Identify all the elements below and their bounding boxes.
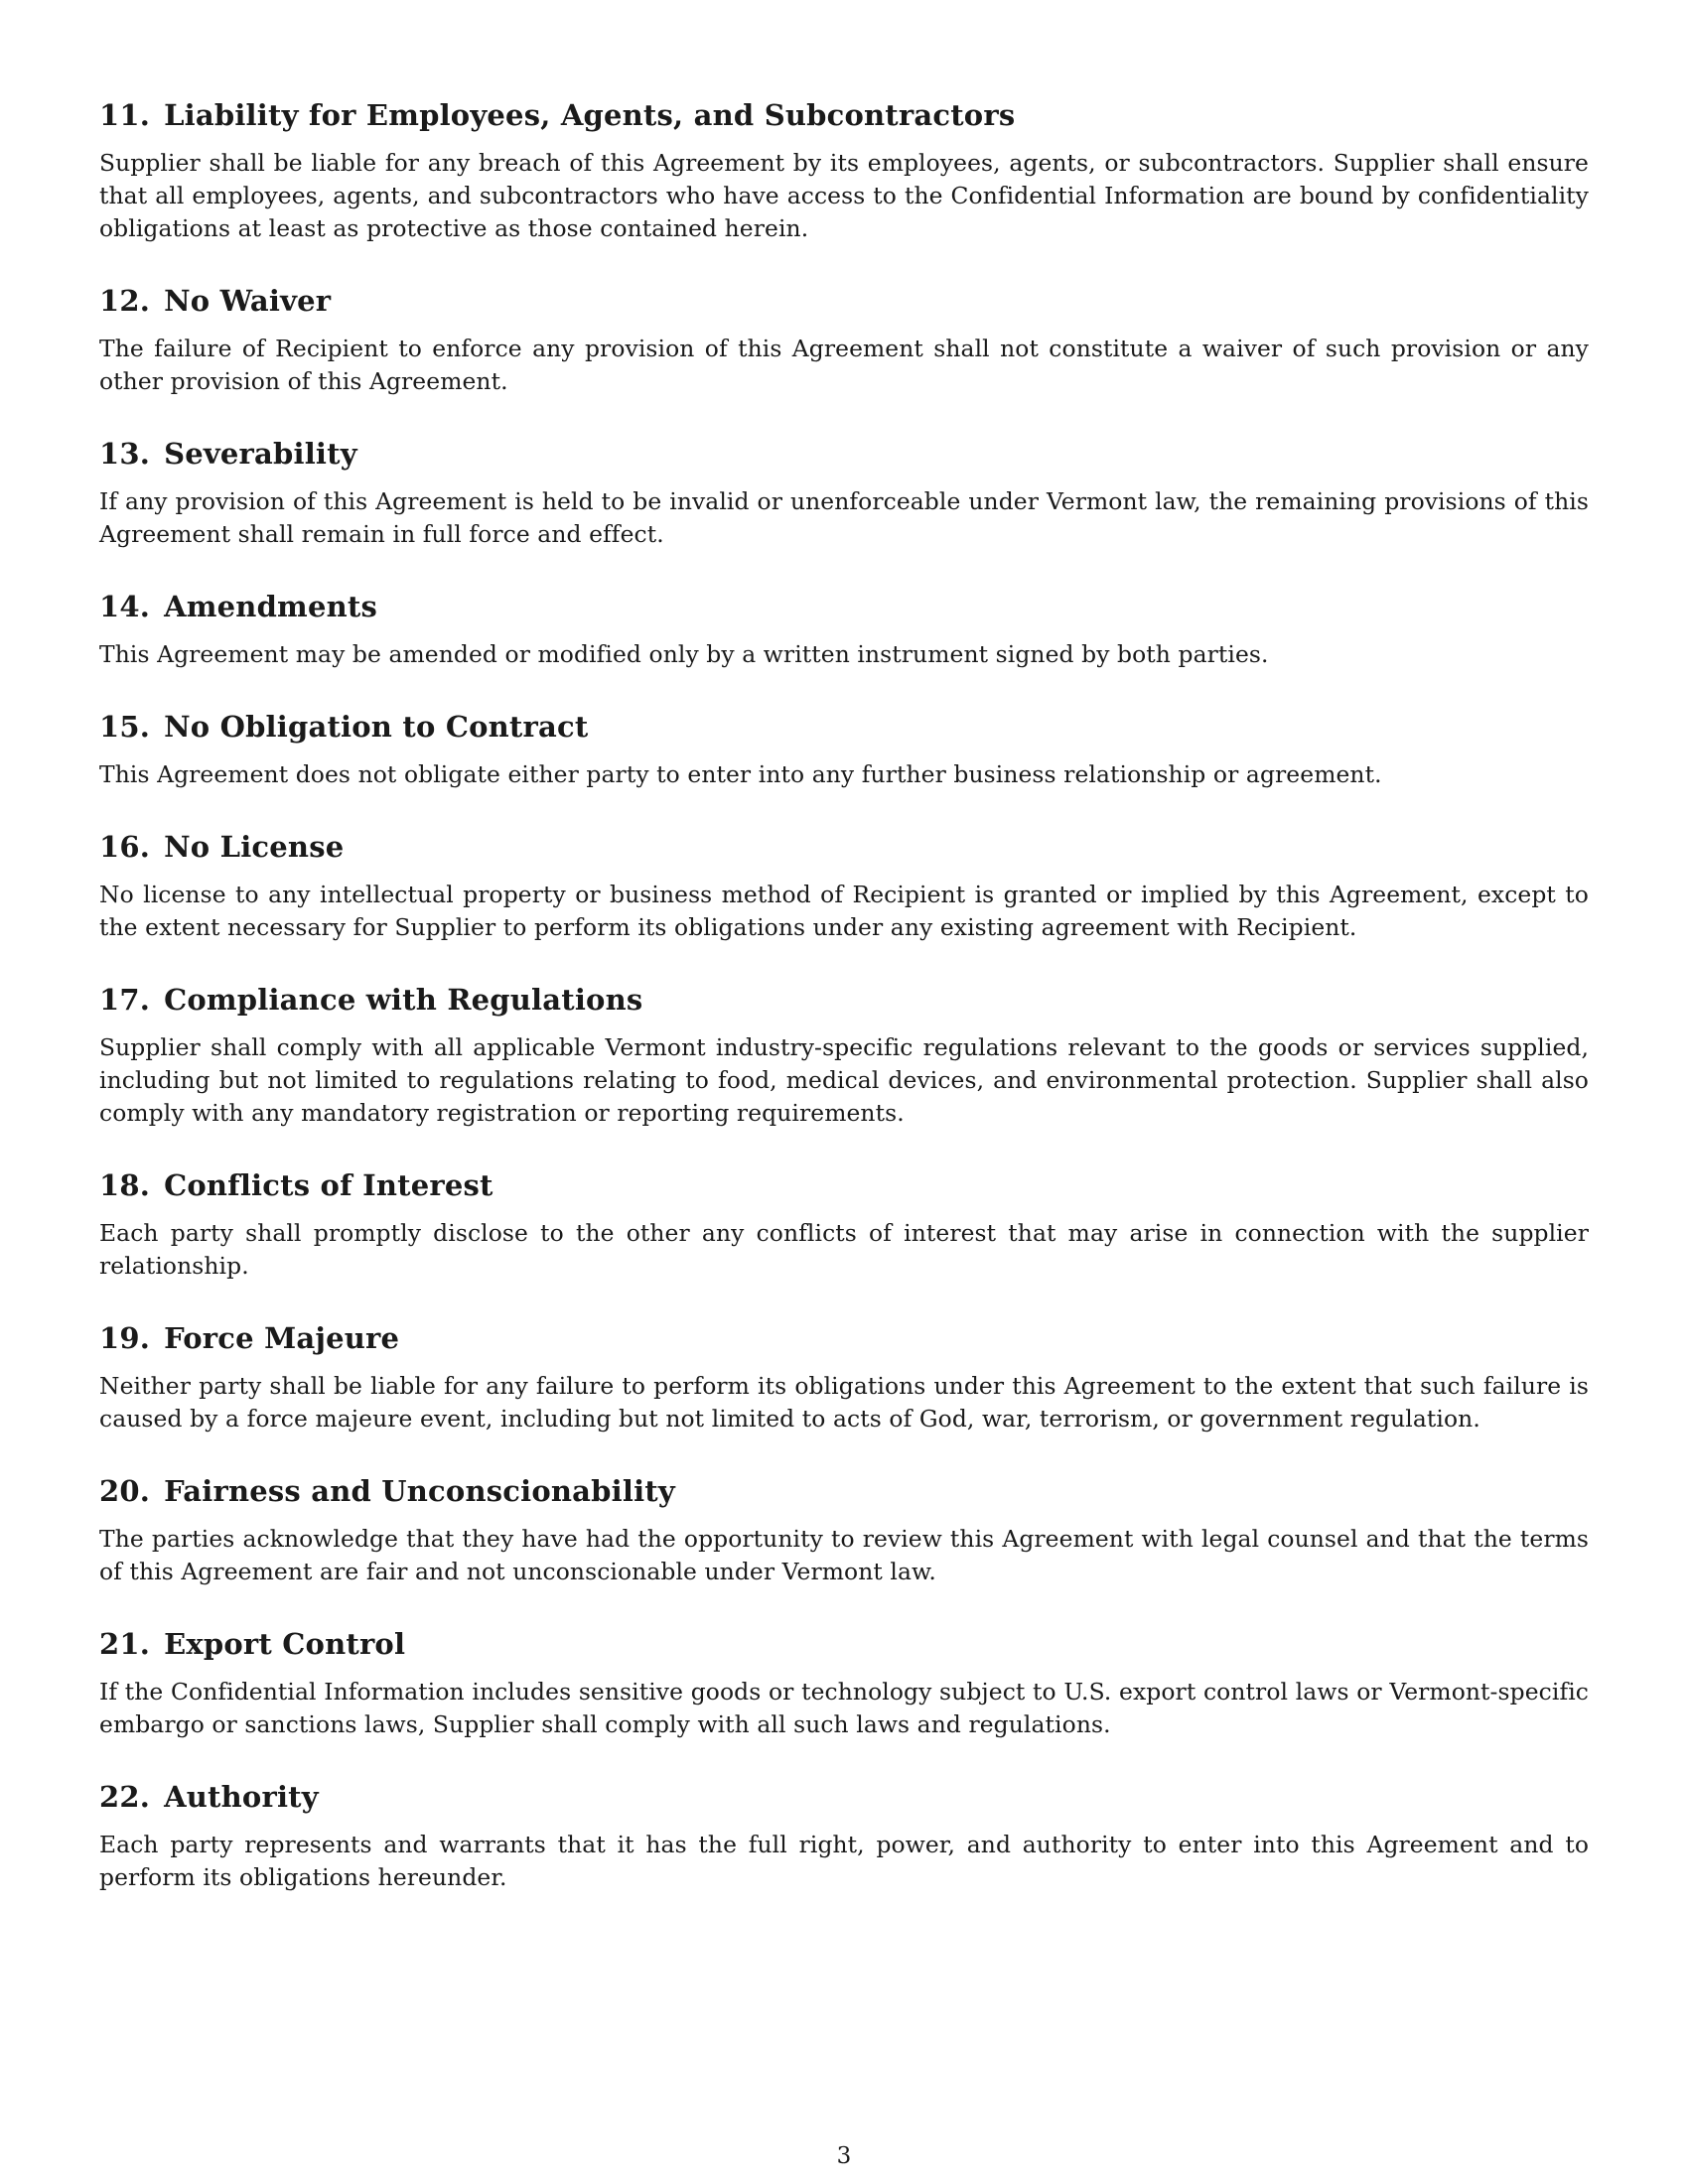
section-heading bbox=[99, 1777, 1589, 1817]
section-22 bbox=[99, 1777, 1589, 1894]
section-heading bbox=[99, 1318, 1589, 1358]
section-title: No Waiver bbox=[164, 284, 332, 318]
section-heading bbox=[99, 1471, 1589, 1511]
section-21 bbox=[99, 1624, 1589, 1741]
section-heading bbox=[99, 980, 1589, 1020]
section-heading bbox=[99, 1165, 1589, 1205]
section-number: 22. bbox=[99, 1780, 151, 1814]
section-19 bbox=[99, 1318, 1589, 1435]
section-text: The parties acknowledge that they have had the opportunity to review this Agreement with legal counsel and that the terms of this Agreement are fair and not unconscionable under Vermont law. bbox=[99, 1525, 1589, 1585]
section-number: 12. bbox=[99, 284, 151, 318]
section-text: Supplier shall comply with all applicable Vermont industry-specific regulations relevant to the goods or services supplied, including but not limited to regulations relating to food, medical devices, and environmental protection. Supplier shall also comply with any mandatory registration or reporting requirements. bbox=[99, 1033, 1589, 1127]
section-number: 19. bbox=[99, 1321, 151, 1355]
section-heading bbox=[99, 707, 1589, 747]
section-14 bbox=[99, 587, 1589, 671]
section-text: Each party shall promptly disclose to the other any conflicts of interest that may arise in connection with the supplier relationship. bbox=[99, 1219, 1589, 1280]
section-title: No License bbox=[164, 830, 345, 864]
section-heading bbox=[99, 434, 1589, 474]
section-text: Neither party shall be liable for any failure to perform its obligations under this Agreement to the extent that such failure is caused by a force majeure event, including but not limited to acts of God, war, terrorism, or government regulation. bbox=[99, 1372, 1589, 1433]
section-18 bbox=[99, 1165, 1589, 1283]
section-number: 11. bbox=[99, 98, 151, 132]
section-title: Compliance with Regulations bbox=[164, 983, 643, 1017]
document-page bbox=[99, 95, 1589, 1930]
section-heading bbox=[99, 827, 1589, 867]
section-17 bbox=[99, 980, 1589, 1130]
section-title: Export Control bbox=[164, 1627, 406, 1661]
section-heading bbox=[99, 587, 1589, 626]
section-title: Fairness and Unconscionability bbox=[164, 1474, 675, 1508]
section-title: No Obligation to Contract bbox=[164, 710, 589, 744]
section-11 bbox=[99, 95, 1589, 245]
section-20 bbox=[99, 1471, 1589, 1588]
section-number: 13. bbox=[99, 437, 151, 471]
section-number: 17. bbox=[99, 983, 151, 1017]
section-title: Amendments bbox=[164, 590, 378, 623]
section-title: Liability for Employees, Agents, and Subcontractors bbox=[164, 98, 1016, 132]
page-number: 3 bbox=[836, 2143, 852, 2169]
section-title: Authority bbox=[164, 1780, 319, 1814]
section-number: 15. bbox=[99, 710, 151, 744]
section-heading bbox=[99, 95, 1589, 135]
section-text: If the Confidential Information includes sensitive goods or technology subject to U.S. export control laws or Vermont-specific embargo or sanctions laws, Supplier shall comply with all such laws and regulations. bbox=[99, 1678, 1589, 1738]
section-title: Severability bbox=[164, 437, 357, 471]
section-text: If any provision of this Agreement is held to be invalid or unenforceable under Vermont law, the remaining provisions of this Agreement shall remain in full force and effect. bbox=[99, 487, 1589, 548]
section-heading bbox=[99, 1624, 1589, 1664]
section-number: 16. bbox=[99, 830, 151, 864]
section-number: 21. bbox=[99, 1627, 151, 1661]
section-number: 18. bbox=[99, 1168, 151, 1202]
section-15 bbox=[99, 707, 1589, 791]
section-heading bbox=[99, 281, 1589, 321]
section-number: 20. bbox=[99, 1474, 151, 1508]
section-12 bbox=[99, 281, 1589, 398]
section-text: This Agreement does not obligate either party to enter into any further business relationship or agreement. bbox=[99, 760, 1382, 788]
section-13 bbox=[99, 434, 1589, 551]
section-title: Force Majeure bbox=[164, 1321, 400, 1355]
section-16 bbox=[99, 827, 1589, 944]
section-text: The failure of Recipient to enforce any provision of this Agreement shall not constitute a waiver of such provision or any other provision of this Agreement. bbox=[99, 335, 1589, 395]
section-text: Each party represents and warrants that it has the full right, power, and authority to enter into this Agreement and to perform its obligations hereunder. bbox=[99, 1831, 1589, 1891]
section-title: Conflicts of Interest bbox=[164, 1168, 493, 1202]
section-text: This Agreement may be amended or modified only by a written instrument signed by both parties. bbox=[99, 640, 1269, 668]
section-number: 14. bbox=[99, 590, 151, 623]
section-text: Supplier shall be liable for any breach of this Agreement by its employees, agents, or subcontractors. Supplier shall ensure that all employees, agents, and subcontractors who have access to the Confidential Information are bound by confidentiality obligations at least as protective as those contained herein. bbox=[99, 149, 1589, 242]
section-text: No license to any intellectual property or business method of Recipient is granted or implied by this Agreement, except to the extent necessary for Supplier to perform its obligations under any existing agreement with Recipient. bbox=[99, 881, 1589, 941]
